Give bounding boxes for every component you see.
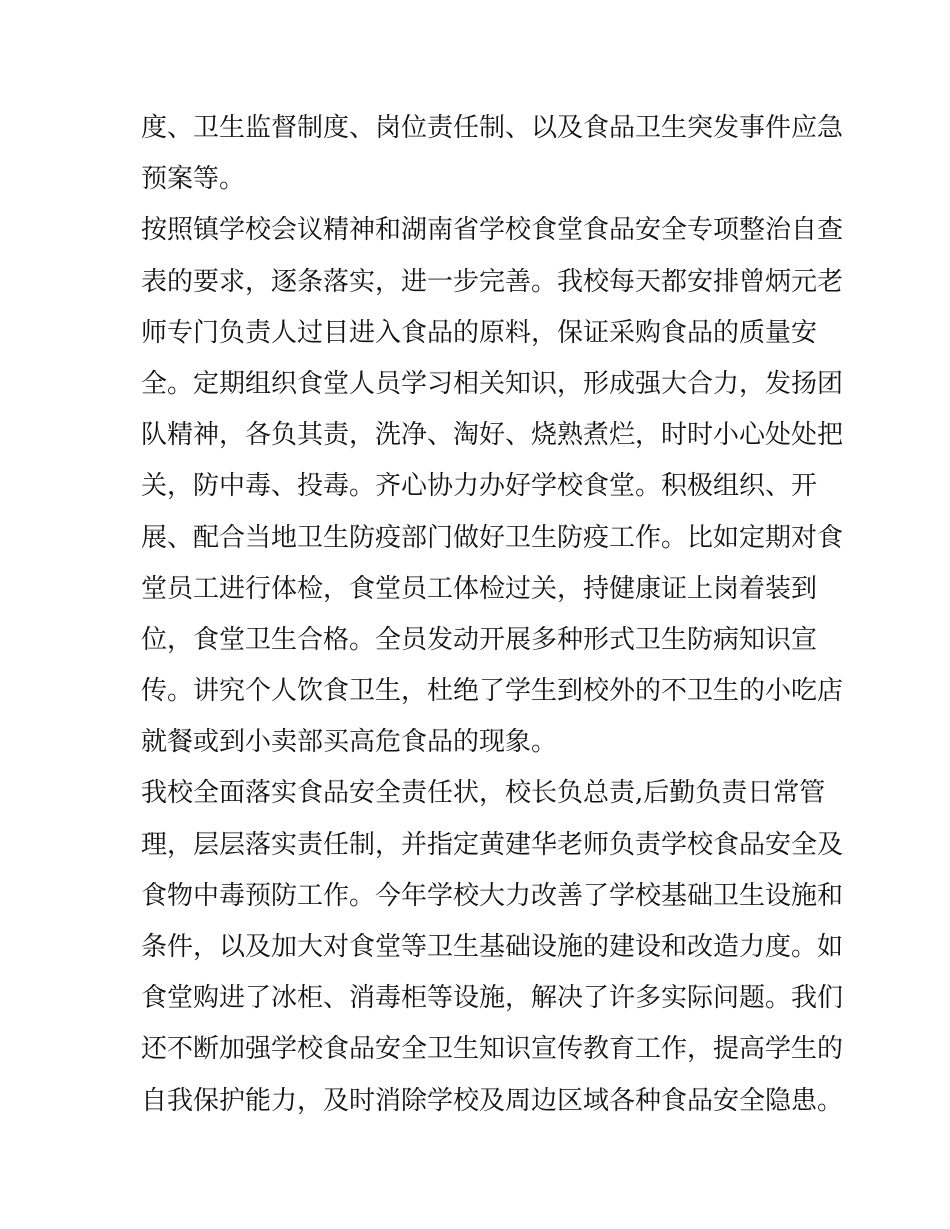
paragraph-2 [141, 205, 844, 768]
body-text [141, 103, 844, 1127]
text-line: 堂员工进行体检，食堂员工体检过关，持健康证上岗着装到 [141, 573, 818, 604]
text-line: 条件，以及加大对食堂等卫生基础设施的建设和改造力度。如 [141, 932, 844, 962]
text-line: 关，防中毒、投毒。齐心协力办好学校食堂。积极组织、开 [141, 471, 818, 502]
text-line: 师专门负责人过目进入食品的原料，保证采购食品的质量安 [141, 317, 818, 348]
text-line: 全。定期组织食堂人员学习相关知识，形成强大合力，发扬团 [141, 368, 844, 399]
text-line: 预案等。 [141, 164, 246, 195]
text-line: 食物中毒预防工作。今年学校大力改善了学校基础卫生设施和 [141, 880, 844, 911]
text-line: 就餐或到小卖部买高危食品的现象。 [141, 727, 558, 758]
text-line: 队精神，各负其责，洗净、淘好、烧熟煮烂，时时小心处处把 [141, 420, 844, 451]
text-line: 自我保护能力，及时消除学校及周边区域各种食品安全隐患。 [141, 1085, 844, 1116]
text-line: 按照镇学校会议精神和湖南省学校食堂食品安全专项整治自查 [141, 215, 844, 246]
text-line: 还不断加强学校食品安全卫生知识宣传教育工作，提高学生的 [141, 1034, 844, 1065]
text-line: 位，食堂卫生合格。全员发动开展多种形式卫生防病知识宣 [141, 624, 818, 655]
text-line: 食堂购进了冰柜、消毒柜等设施，解决了许多实际问题。我们 [141, 983, 844, 1014]
paragraph-3 [141, 768, 844, 1126]
text-line: 传。讲究个人饮食卫生，杜绝了学生到校外的不卫生的小吃店 [141, 676, 844, 707]
text-line: 表的要求，逐条落实，进一步完善。我校每天都安排曾炳元老 [141, 266, 844, 297]
text-line: 展、配合当地卫生防疫部门做好卫生防疫工作。比如定期对食 [141, 522, 844, 553]
paragraph-1 [141, 103, 844, 205]
text-line: 理，层层落实责任制，并指定黄建华老师负责学校食品安全及 [141, 829, 844, 860]
text-line: 度、卫生监督制度、岗位责任制、以及食品卫生突发事件应急 [141, 113, 844, 143]
text-line: 我校全面落实食品安全责任状，校长负总责,后勤负责日常管 [141, 778, 826, 809]
